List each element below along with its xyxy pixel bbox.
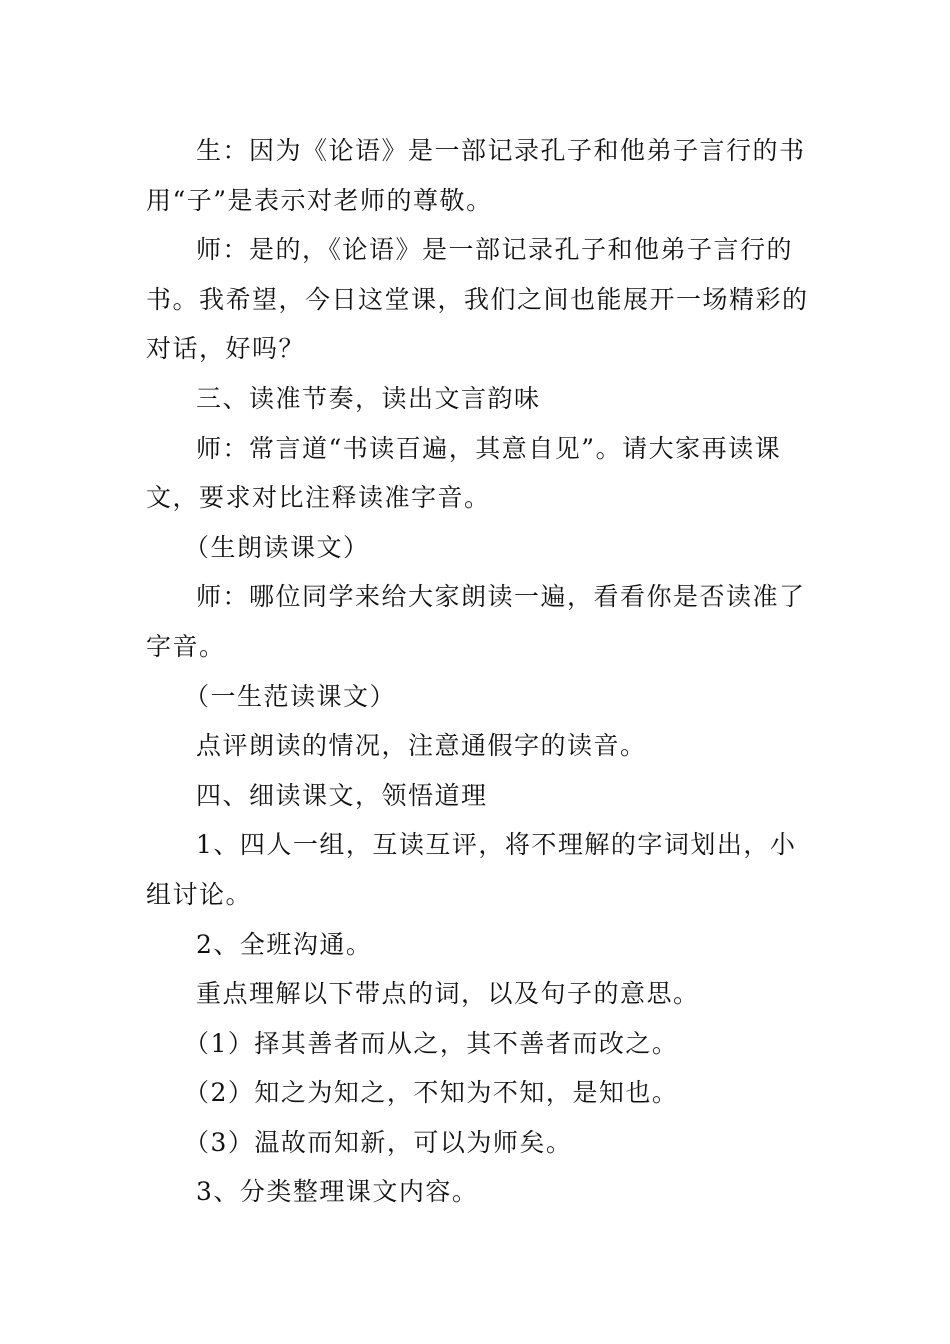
paragraph-student-answer: 生：因为《论语》是一部记录孔子和他弟子言行的书用“子”是表示对老师的尊敬。 — [146, 136, 806, 215]
stage-note-students-read: （生朗读课文） — [184, 532, 370, 562]
quote-item-2: （2）知之为知之，不知为不知，是知也。 — [184, 1078, 679, 1108]
list-item-3: 3、分类整理课文内容。 — [196, 1177, 479, 1207]
list-item-1: 1、四人一组，互读互评，将不理解的字词划出，小组讨论。 — [146, 830, 797, 909]
paragraph-comment-reading: 点评朗读的情况，注意通假字的读音。 — [196, 731, 647, 761]
section-heading-4: 四、细读课文，领悟道理 — [196, 780, 488, 810]
list-item-2: 2、全班沟通。 — [196, 929, 373, 959]
quote-item-3: （3）温故而知新，可以为师矣。 — [184, 1127, 573, 1157]
paragraph-key-understanding: 重点理解以下带点的词，以及句子的意思。 — [196, 979, 700, 1009]
document-body — [146, 126, 818, 1217]
paragraph-teacher-response: 师：是的，《论语》是一部记录孔子和他弟子言行的书。我希望，今日这堂课，我们之间也能展开一场精彩的对话，好吗？ — [146, 235, 809, 364]
section-heading-3: 三、读准节奏，读出文言韵味 — [196, 383, 541, 413]
paragraph-teacher-read-again: 师：常言道“书读百遍，其意自见”。请大家再读课文，要求对比注释读准字音。 — [146, 433, 782, 513]
stage-note-one-student-reads: （一生范读课文） — [184, 681, 397, 711]
quote-item-1: （1）择其善者而从之，其不善者而改之。 — [184, 1028, 679, 1058]
paragraph-teacher-ask-reader: 师：哪位同学来给大家朗读一遍，看看你是否读准了字音。 — [146, 582, 806, 661]
